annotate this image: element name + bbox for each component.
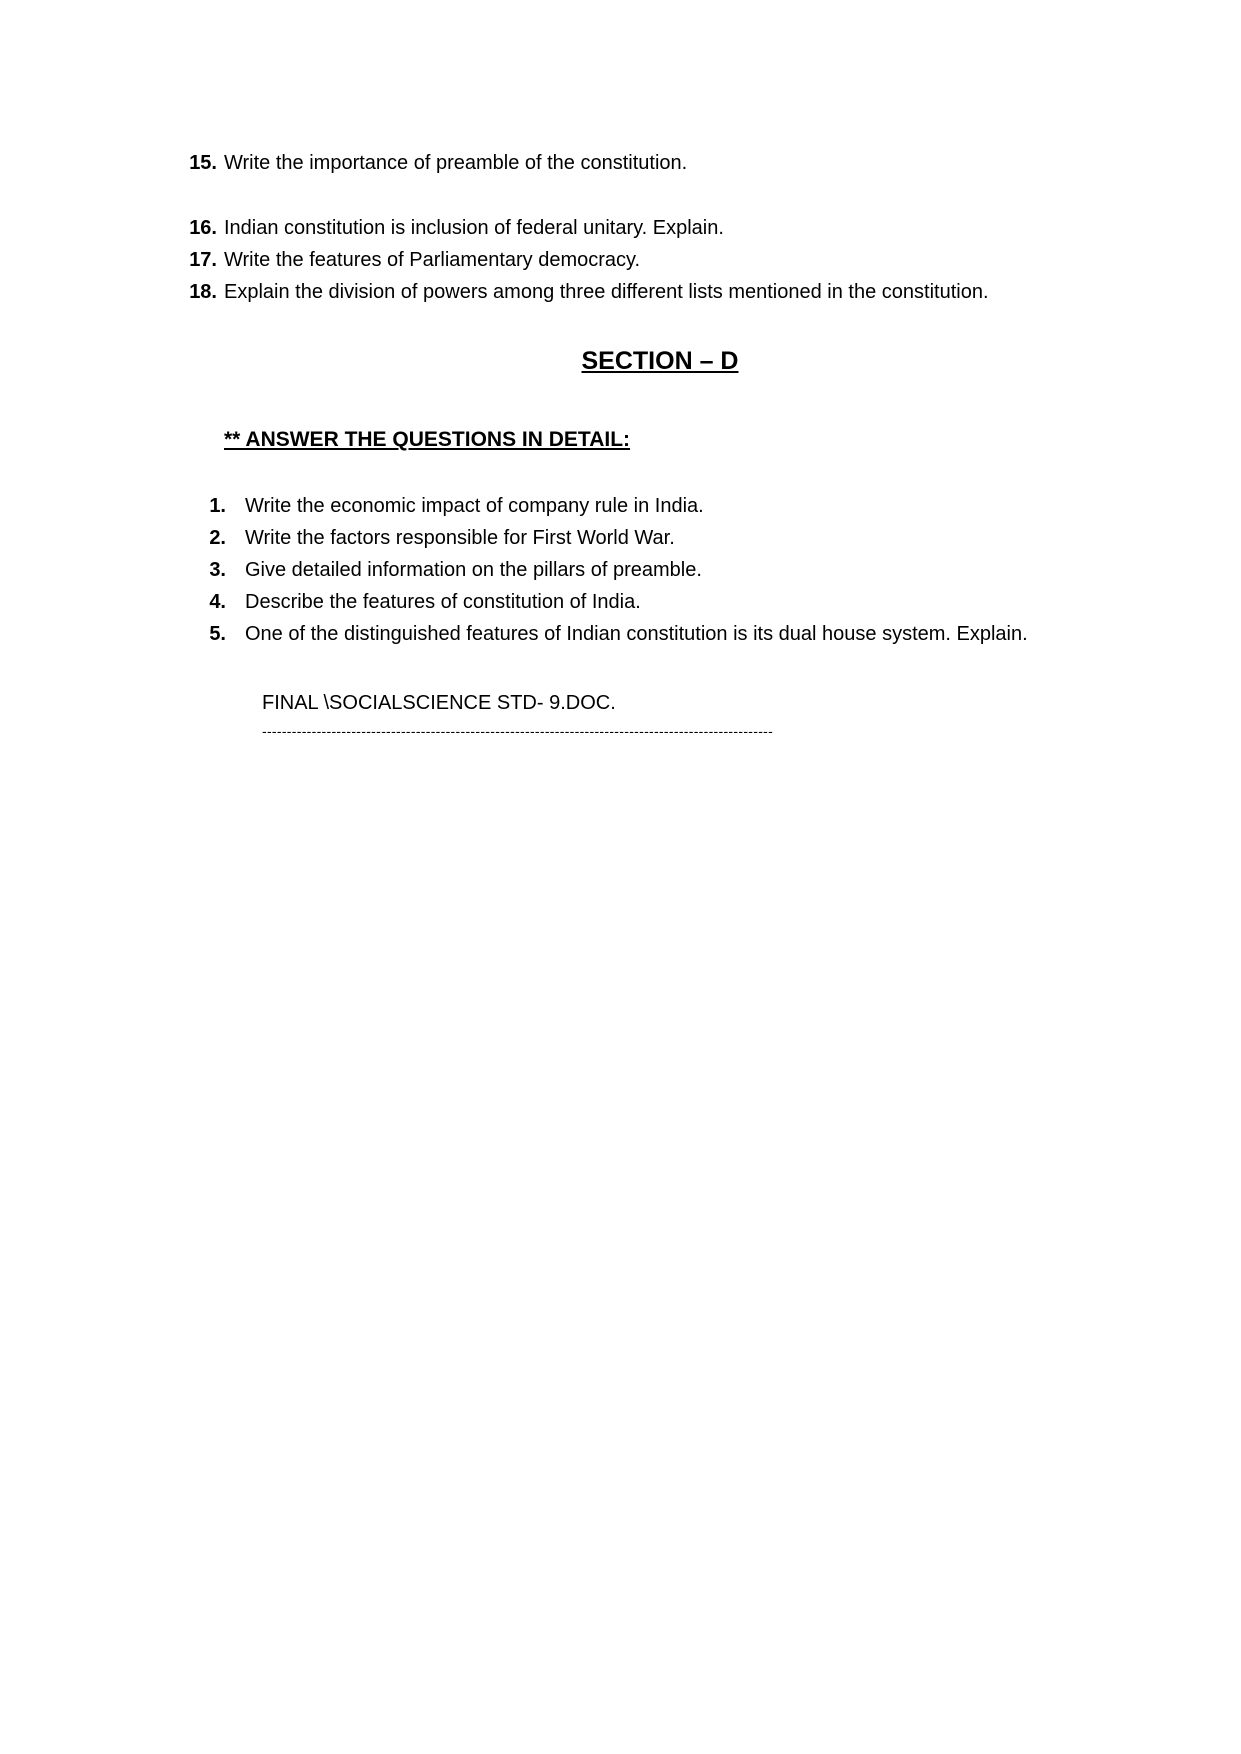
question-text: Give detailed information on the pillars of preamble. (245, 559, 702, 581)
question-text: Write the importance of preamble of the constitution. (224, 152, 688, 174)
section-d-instruction: ** ANSWER THE QUESTIONS IN DETAIL: (224, 428, 631, 451)
question-text: Write the features of Parliamentary democracy. (224, 249, 641, 271)
question-number: 3. (209, 559, 226, 581)
question-text: Write the economic impact of company rule in India. (245, 495, 704, 517)
question-number: 1. (209, 495, 226, 517)
question-number: 5. (209, 623, 226, 645)
footer-dashed-rule: ------------------------------------------------------------------------------------------------------- (262, 723, 774, 739)
footer-filename: FINAL \SOCIALSCIENCE STD- 9.DOC. (262, 692, 616, 714)
question-number: 15. (189, 152, 217, 174)
question-text: Explain the division of powers among three different lists mentioned in the constitution. (224, 281, 989, 303)
section-d-title: SECTION – D (581, 347, 739, 375)
question-text: One of the distinguished features of Indian constitution is its dual house system. Explain. (245, 623, 1028, 645)
question-number: 2. (209, 527, 226, 549)
question-number: 4. (209, 591, 226, 613)
question-text: Indian constitution is inclusion of federal unitary. Explain. (224, 217, 724, 239)
question-text: Write the factors responsible for First World War. (245, 527, 675, 549)
question-number: 18. (189, 281, 217, 303)
question-number: 16. (189, 217, 217, 239)
question-text: Describe the features of constitution of India. (245, 591, 641, 613)
question-number: 17. (189, 249, 217, 271)
